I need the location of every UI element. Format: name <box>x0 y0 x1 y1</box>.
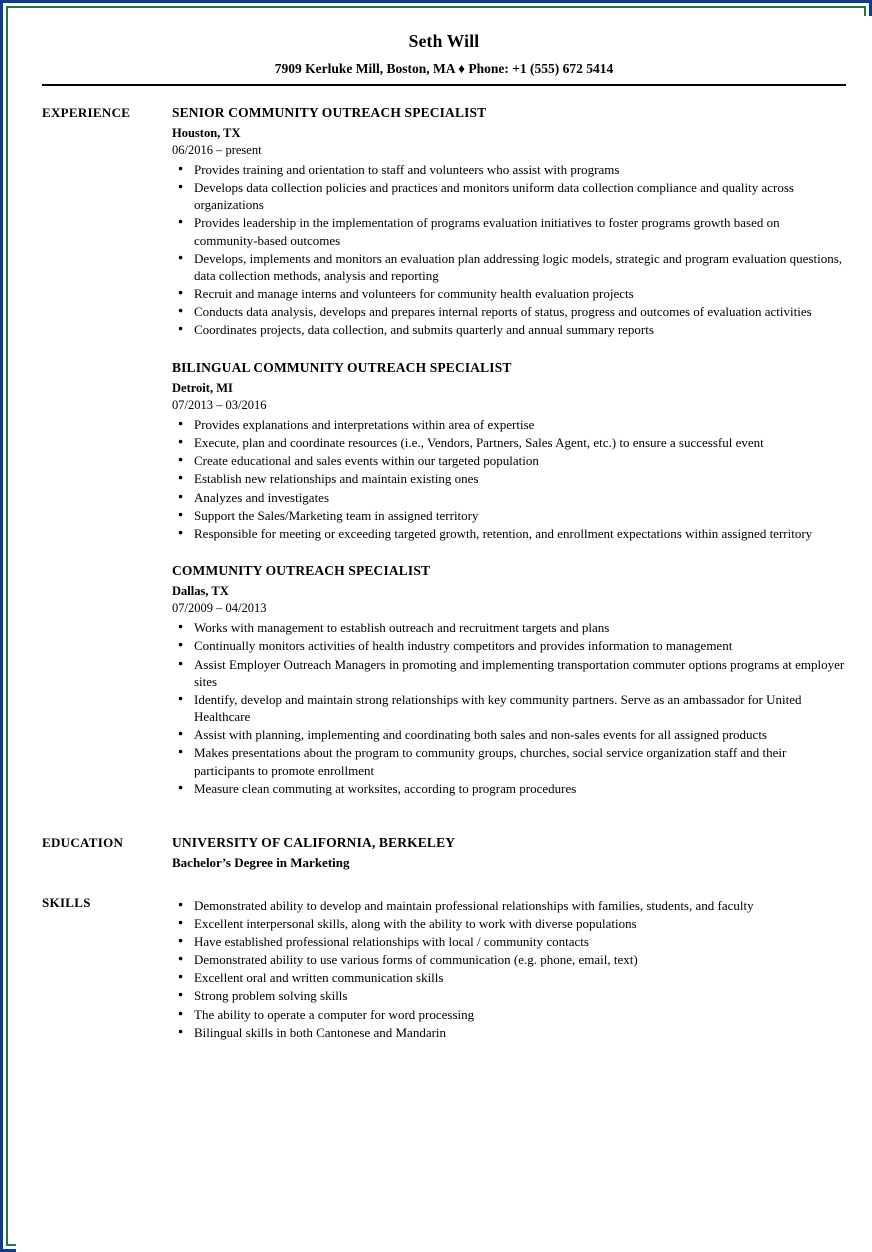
section-label-skills: SKILLS <box>42 894 91 910</box>
job-bullet: ● Develops data collection policies and practices and monitors uniform data collection compliance and quality across organizations <box>172 179 846 213</box>
resume-document <box>16 16 872 1252</box>
skill-bullet: ● Excellent interpersonal skills, along with the ability to work with diverse populations <box>172 915 846 932</box>
job-bullet: ● Analyzes and investigates <box>172 489 846 506</box>
header-divider <box>42 84 846 86</box>
job-bullet: ● Execute, plan and coordinate resources (i.e., Vendors, Partners, Sales Agent, etc.) to ensure a successful event <box>172 434 846 451</box>
job-bullet: ● Provides explanations and interpretations within area of expertise <box>172 416 846 433</box>
job-bullet: ● Develops, implements and monitors an evaluation plan addressing logic models, strategic and program evaluation questions, data collection methods, analysis and reporting <box>172 250 846 284</box>
job-bullet: ● Provides training and orientation to staff and volunteers who assist with programs <box>172 161 846 178</box>
job-location: Detroit, MI <box>172 380 233 395</box>
experience-entry <box>172 359 846 542</box>
job-bullet-list <box>172 416 846 542</box>
job-title: SENIOR COMMUNITY OUTREACH SPECIALIST <box>172 104 487 120</box>
job-bullet: ● Makes presentations about the program to community groups, churches, social service organization staff and their participants to promote enrollment <box>172 744 846 778</box>
section-label-experience: EXPERIENCE <box>42 104 131 120</box>
candidate-contact-line: 7909 Kerluke Mill, Boston, MA ♦ Phone: +1 (555) 672 5414 <box>274 60 614 76</box>
experience-body <box>172 104 846 798</box>
skill-bullet: ● Have established professional relationships with local / community contacts <box>172 933 846 950</box>
job-bullet: ● Conducts data analysis, develops and prepares internal reports of status, progress and outcomes of evaluation activities <box>172 303 846 320</box>
skill-bullet: ● Demonstrated ability to develop and maintain professional relationships with families, students, and faculty <box>172 897 846 914</box>
skill-bullet: ● Excellent oral and written communication skills <box>172 969 846 986</box>
skill-bullet: ● Bilingual skills in both Cantonese and Mandarin <box>172 1024 846 1041</box>
job-bullet-list <box>172 619 846 797</box>
skills-bullet-list <box>172 897 846 1041</box>
section-label-education: EDUCATION <box>42 834 124 850</box>
job-bullet: ● Support the Sales/Marketing team in assigned territory <box>172 507 846 524</box>
job-dates: 06/2016 – present <box>172 142 262 157</box>
job-bullet-list <box>172 161 846 339</box>
skills-body <box>172 894 846 1042</box>
section-skills <box>42 894 846 1042</box>
page-inner-border <box>6 6 866 1246</box>
skill-bullet: ● Demonstrated ability to use various forms of communication (e.g. phone, email, text) <box>172 951 846 968</box>
experience-entry <box>172 562 846 797</box>
section-experience <box>42 104 846 798</box>
job-bullet: ● Assist Employer Outreach Managers in promoting and implementing transportation commuter options programs at employer sites <box>172 656 846 690</box>
job-dates: 07/2013 – 03/2016 <box>172 397 267 412</box>
job-bullet: ● Coordinates projects, data collection, and submits quarterly and annual summary reports <box>172 321 846 338</box>
job-location: Houston, TX <box>172 125 241 140</box>
candidate-name: Seth Will <box>408 31 480 51</box>
job-bullet: ● Responsible for meeting or exceeding targeted growth, retention, and enrollment expectations within assigned territory <box>172 525 846 542</box>
job-title: COMMUNITY OUTREACH SPECIALIST <box>172 562 431 578</box>
skill-bullet: ● The ability to operate a computer for word processing <box>172 1006 846 1023</box>
job-bullet: ● Create educational and sales events within our targeted population <box>172 452 846 469</box>
job-bullet: ● Recruit and manage interns and volunteers for community health evaluation projects <box>172 285 846 302</box>
job-bullet: ● Establish new relationships and maintain existing ones <box>172 470 846 487</box>
section-education <box>42 834 846 872</box>
job-bullet: ● Provides leadership in the implementation of programs evaluation initiatives to foster programs growth based on community-based outcomes <box>172 214 846 248</box>
job-bullet: ● Measure clean commuting at worksites, according to program procedures <box>172 780 846 797</box>
job-bullet: ● Continually monitors activities of health industry competitors and provides information to management <box>172 637 846 654</box>
job-bullet: ● Works with management to establish outreach and recruitment targets and plans <box>172 619 846 636</box>
education-degree: Bachelor’s Degree in Marketing <box>172 855 350 871</box>
job-dates: 07/2009 – 04/2013 <box>172 601 267 616</box>
job-bullet: ● Identify, develop and maintain strong relationships with key community partners. Serve as an ambassador for United Healthcare <box>172 691 846 725</box>
education-body <box>172 834 846 872</box>
resume-header <box>42 30 846 83</box>
job-location: Dallas, TX <box>172 584 229 599</box>
job-title: BILINGUAL COMMUNITY OUTREACH SPECIALIST <box>172 359 512 375</box>
job-bullet: ● Assist with planning, implementing and coordinating both sales and non-sales events for all assigned products <box>172 726 846 743</box>
education-school: UNIVERSITY OF CALIFORNIA, BERKELEY <box>172 834 456 850</box>
experience-entry <box>172 104 846 339</box>
skill-bullet: ● Strong problem solving skills <box>172 987 846 1004</box>
